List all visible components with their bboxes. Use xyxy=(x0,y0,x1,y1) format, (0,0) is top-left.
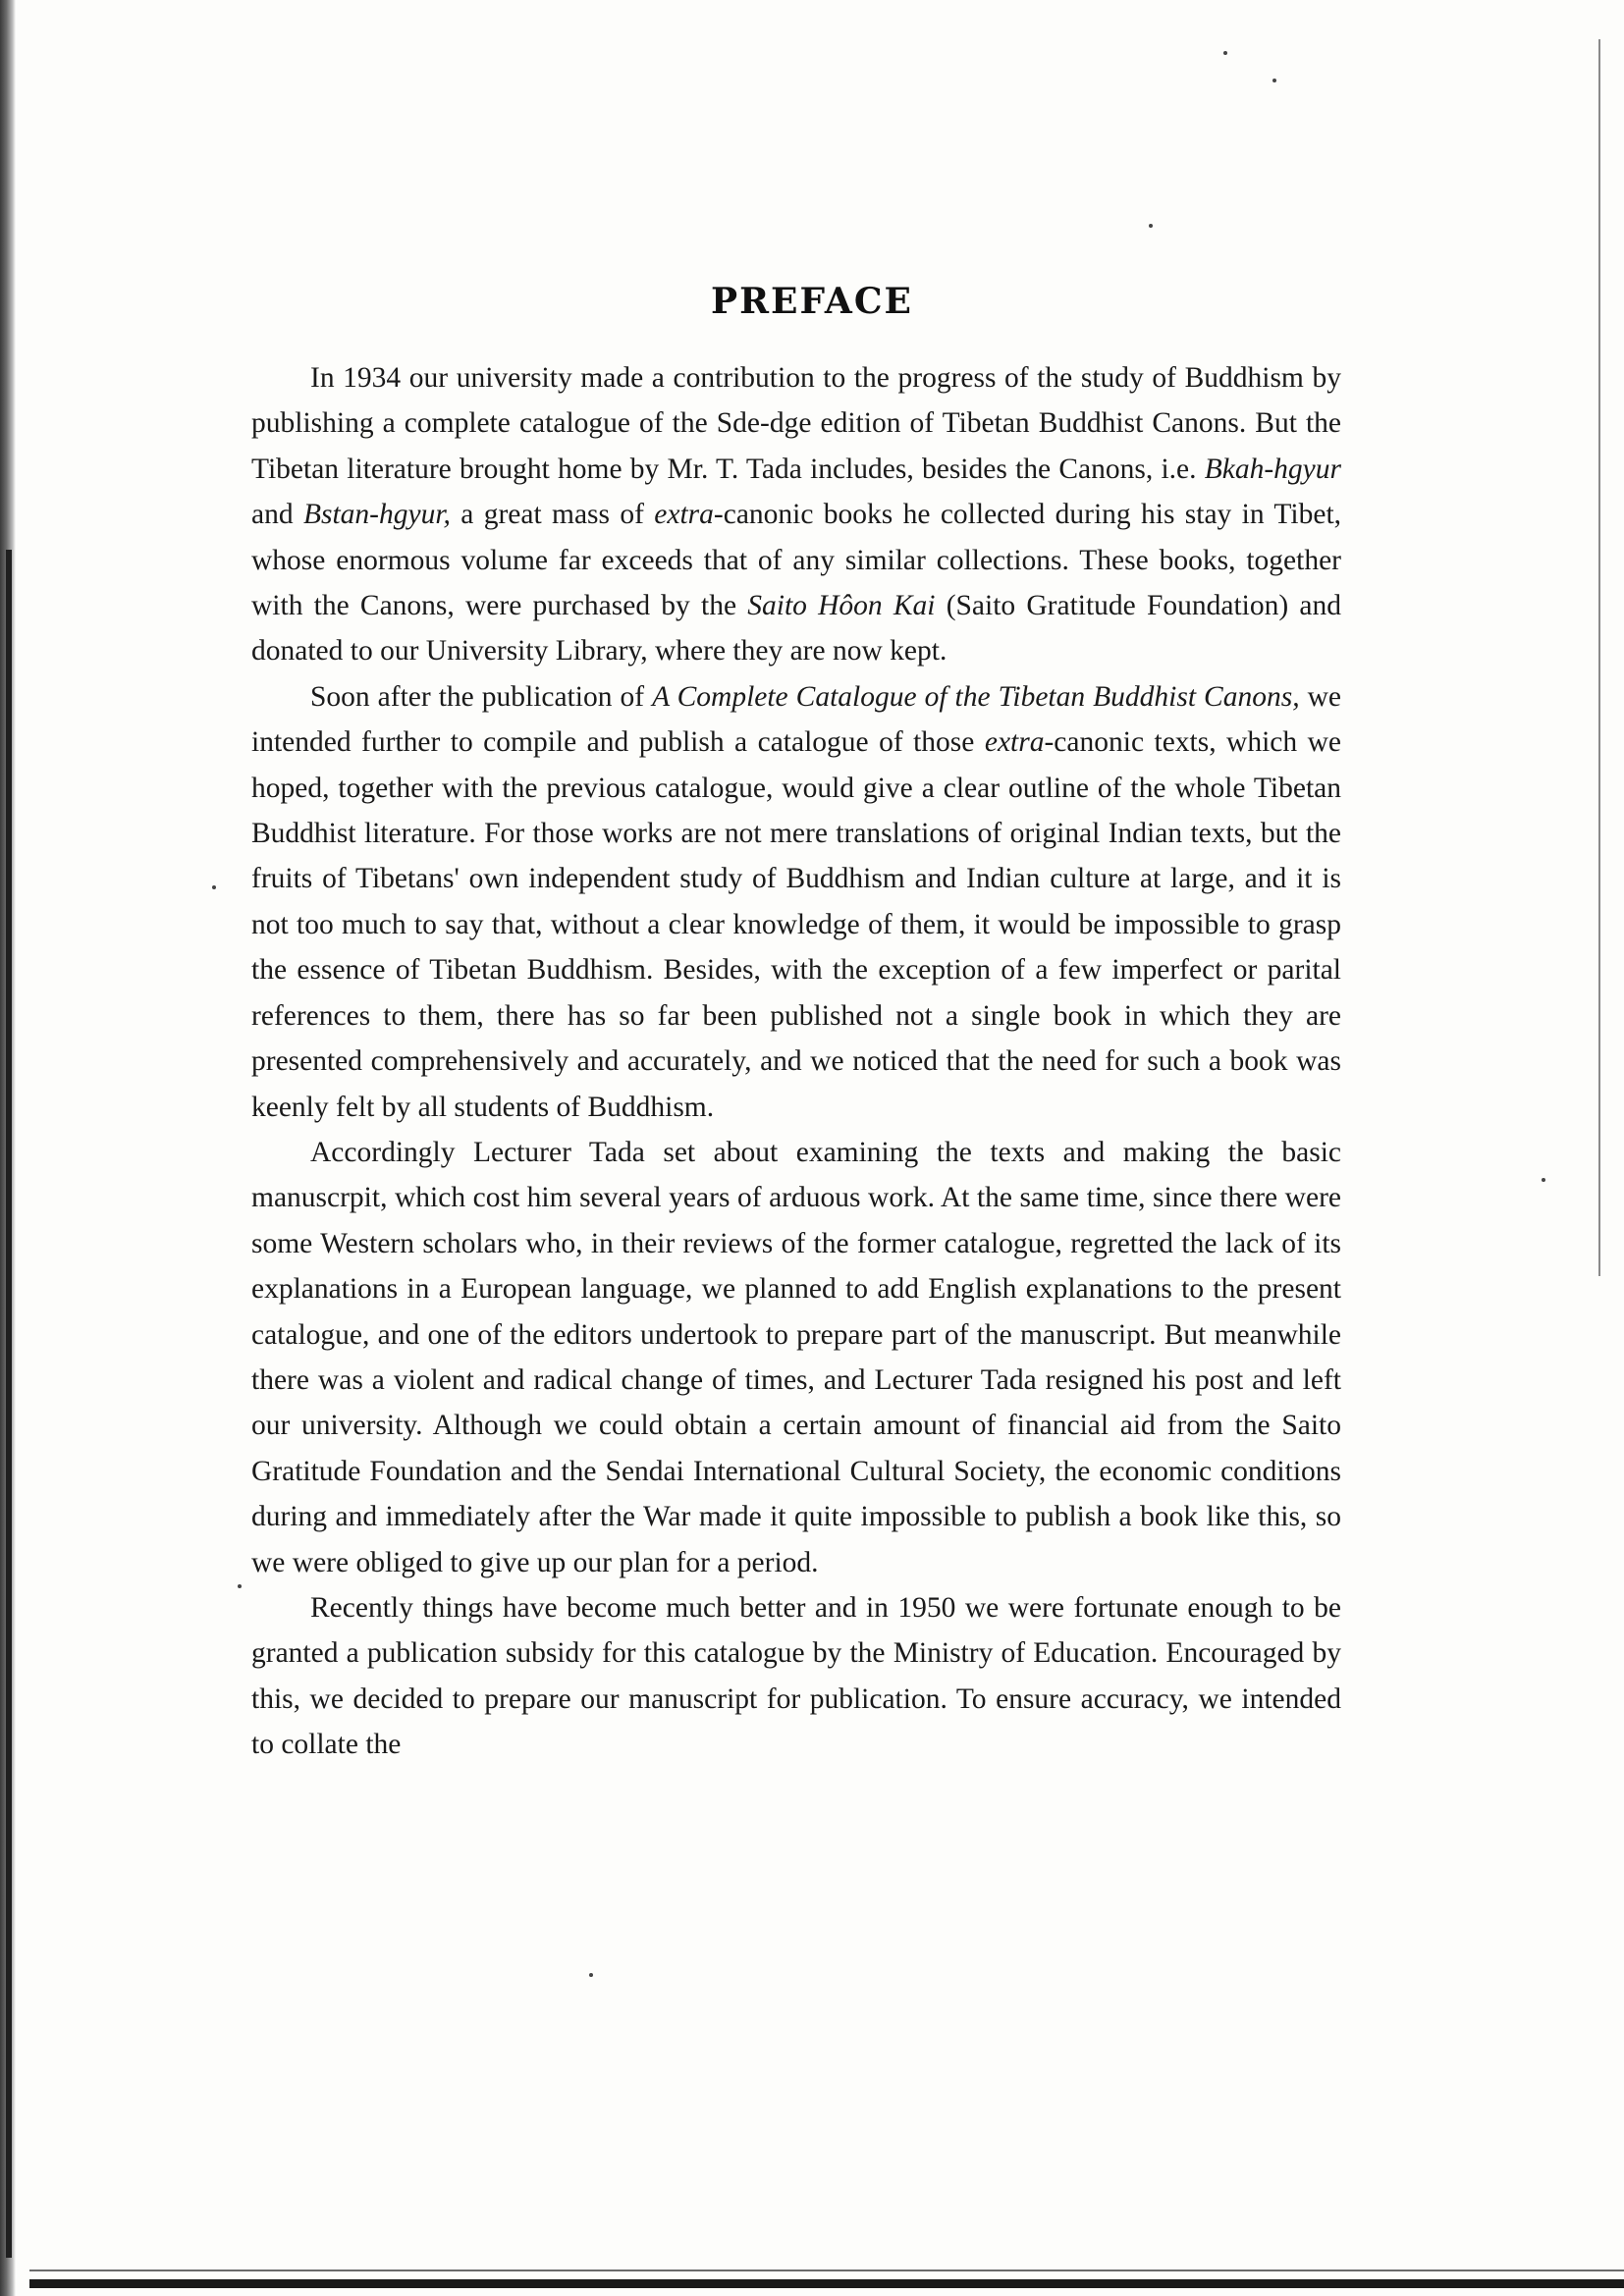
paragraph-text: a great mass of xyxy=(450,499,655,531)
scan-speck xyxy=(1272,79,1276,82)
paragraph-text: (Saito Gratitude Foundation) and donated to our University Library, where they are now kept. xyxy=(251,590,1341,667)
scan-speck xyxy=(589,1973,593,1977)
paragraph-text: we intended further to compile and publish a catalogue of those xyxy=(251,680,1341,759)
paragraph-text: -canonic books he collected during his stay in Tibet, whose enormous volume far exceeds that of any similar collections. These books, together with the Canons, were purchased by the xyxy=(251,499,1342,622)
preface-paragraph xyxy=(251,355,1341,674)
paragraph-text: Soon after the publication of xyxy=(310,680,653,713)
right-margin-line xyxy=(1598,39,1600,1276)
italic-text: extra xyxy=(654,499,714,531)
preface-body xyxy=(251,355,1341,1768)
scan-speck xyxy=(238,1584,242,1588)
italic-text: A Complete Catalogue of the Tibetan Buddhist Canons, xyxy=(652,680,1300,713)
preface-paragraph xyxy=(251,674,1341,1130)
bottom-rule xyxy=(29,2279,1624,2288)
italic-text: Bstan-hgyur, xyxy=(302,499,451,531)
italic-text: extra xyxy=(984,726,1045,759)
paragraph-text: Accordingly Lecturer Tada set about examining the texts and making the basic manuscrpit, which cost him several years of arduous work. At the same time, since there were some Western scholars who, in their reviews of the former catalogue, regretted the lack of its explanations in a European language, we planned to add English explanations to the present catalogue, and one of the editors undertook to prepare part of the manuscript. But meanwhile there was a violent and radical change of times, and Lecturer Tada resigned his post and left our university. Although we could obtain a certain amount of financial aid from the Saito Gratitude Foundation and the Sendai International Cultural Society, the economic conditions during and immediately after the War made it quite impossible to publish a book like this, so we were obliged to give up our plan for a period. xyxy=(251,1136,1341,1578)
preface-paragraph xyxy=(251,1130,1341,1585)
preface-paragraph xyxy=(251,1585,1341,1768)
scan-speck xyxy=(212,885,216,889)
scan-speck xyxy=(1542,1178,1545,1182)
binding-shadow xyxy=(6,550,12,2258)
page-title: PREFACE xyxy=(711,281,913,323)
paragraph-text: In 1934 our university made a contribution to the progress of the study of Buddhism by publishing a complete catalogue of the Sde-dge edition of Tibetan Buddhist Canons. But the Tibetan literature brought home by Mr. T. Tada includes, besides the Canons, i.e. xyxy=(251,362,1341,485)
paragraph-text: and xyxy=(251,499,303,531)
paragraph-text: Recently things have become much better and in 1950 we were fortunate enough to be granted a publication subsidy for this catalogue by the Ministry of Education. Encouraged by this, we decided to prepare our manuscript for publication. To ensure accuracy, we intended to collate the xyxy=(251,1591,1341,1761)
scan-speck xyxy=(1223,51,1227,55)
binding-edge xyxy=(0,0,16,2296)
scan-speck xyxy=(1149,224,1153,228)
bottom-rule-thin xyxy=(29,2269,1624,2271)
italic-text: Saito Hôon Kai xyxy=(747,590,936,622)
italic-text: Bkah-hgyur xyxy=(1204,453,1341,485)
paragraph-text: -canonic texts, which we hoped, together with the previous catalogue, would give a clear outline of the whole Tibetan Buddhist literature. For those works are not mere translations of original Indian texts, but the fruits of Tibetans' own independent study of Buddhism and Indian culture at large, and it is not too much to say that, without a clear knowledge of them, it would be impossible to grasp the essence of Tibetan Buddhism. Besides, with the exception of a few imperfect or parital references to them, there has so far been published not a single book in which they are presented comprehensively and accurately, and we noticed that the need for such a book was keenly felt by all students of Buddhism. xyxy=(251,726,1342,1123)
